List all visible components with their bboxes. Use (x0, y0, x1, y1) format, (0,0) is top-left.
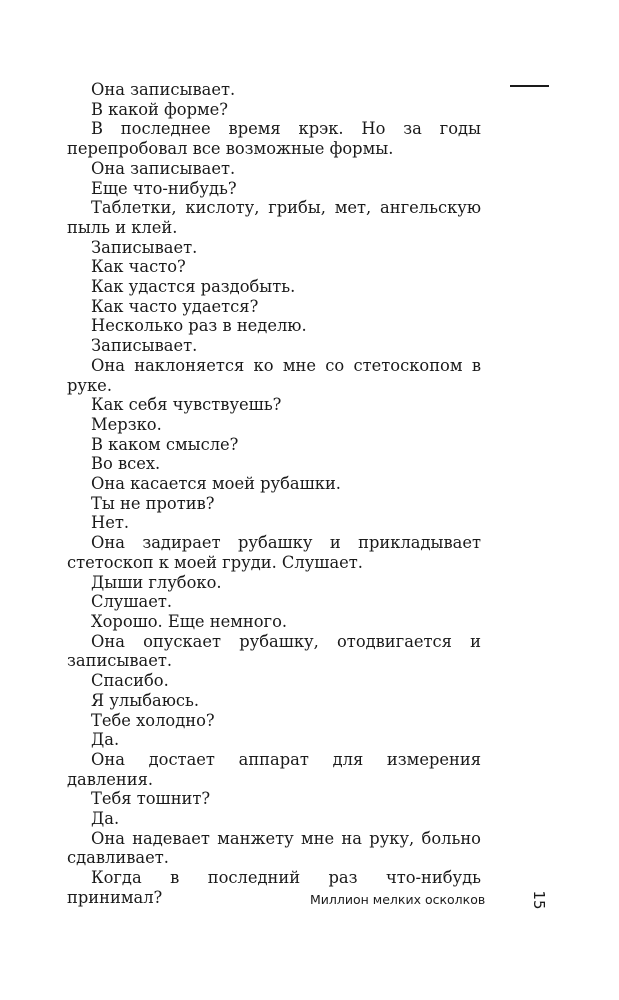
paragraph: Несколько раз в неделю. (91, 316, 307, 336)
paragraph: Когда в последний раз что-нибудь принимал? (67, 868, 481, 907)
paragraph: Записывает. (91, 237, 198, 257)
paragraph: Как себя чувствуешь? (91, 395, 282, 415)
paragraph: Она записывает. (91, 80, 236, 99)
paragraph: Слушает. (91, 592, 173, 612)
paragraph: Она наклоняется ко мне со стетоскопом в руке. (67, 355, 481, 395)
paragraph: Тебе холодно? (91, 710, 215, 730)
paragraph: Мерзко. (91, 414, 162, 434)
paragraph: В каком смысле? (91, 434, 239, 454)
paragraph: Таблетки, кислоту, грибы, мет, ангельскую пыль и клей. (67, 198, 481, 237)
paragraph: Нет. (91, 513, 130, 533)
paragraph: Она задирает рубашку и прикладывает стетоскоп к моей груди. Слушает. (67, 533, 481, 572)
paragraph: Тебя тошнит? (91, 789, 211, 809)
paragraph: В какой форме? (91, 99, 229, 119)
paragraph: Во всех. (91, 454, 161, 474)
paragraph: Хорошо. Еще немного. (91, 611, 288, 631)
paragraph: Ты не против? (91, 493, 215, 513)
header-rule (510, 85, 549, 87)
paragraph: Она достает аппарат для измерения давления. (67, 749, 481, 789)
body-text (67, 80, 486, 908)
paragraph: Она касается моей рубашки. (91, 474, 341, 494)
paragraph: Еще что-нибудь? (91, 178, 237, 198)
running-footer-title: Миллион мелких осколков (310, 892, 486, 907)
paragraph: Да. (91, 730, 120, 750)
paragraph: В последнее время крэк. Но за годы перепробовал все возможные формы. (67, 119, 481, 159)
paragraph: Она надевает манжету мне на руку, больно сдавливает. (67, 828, 481, 868)
paragraph: Как часто? (91, 257, 186, 277)
paragraph: Записывает. (91, 336, 198, 356)
paragraph: Да. (91, 809, 120, 829)
paragraph: Я улыбаюсь. (91, 690, 200, 710)
paragraph: Дыши глубоко. (91, 572, 222, 592)
page-number: 15 (530, 890, 548, 910)
paragraph: Она записывает. (91, 158, 236, 178)
paragraph: Спасибо. (91, 671, 169, 691)
paragraph: Она опускает рубашку, отодвигается и записывает. (67, 631, 481, 671)
paragraph: Как удастся раздобыть. (91, 277, 296, 297)
paragraph: Как часто удается? (91, 296, 259, 316)
